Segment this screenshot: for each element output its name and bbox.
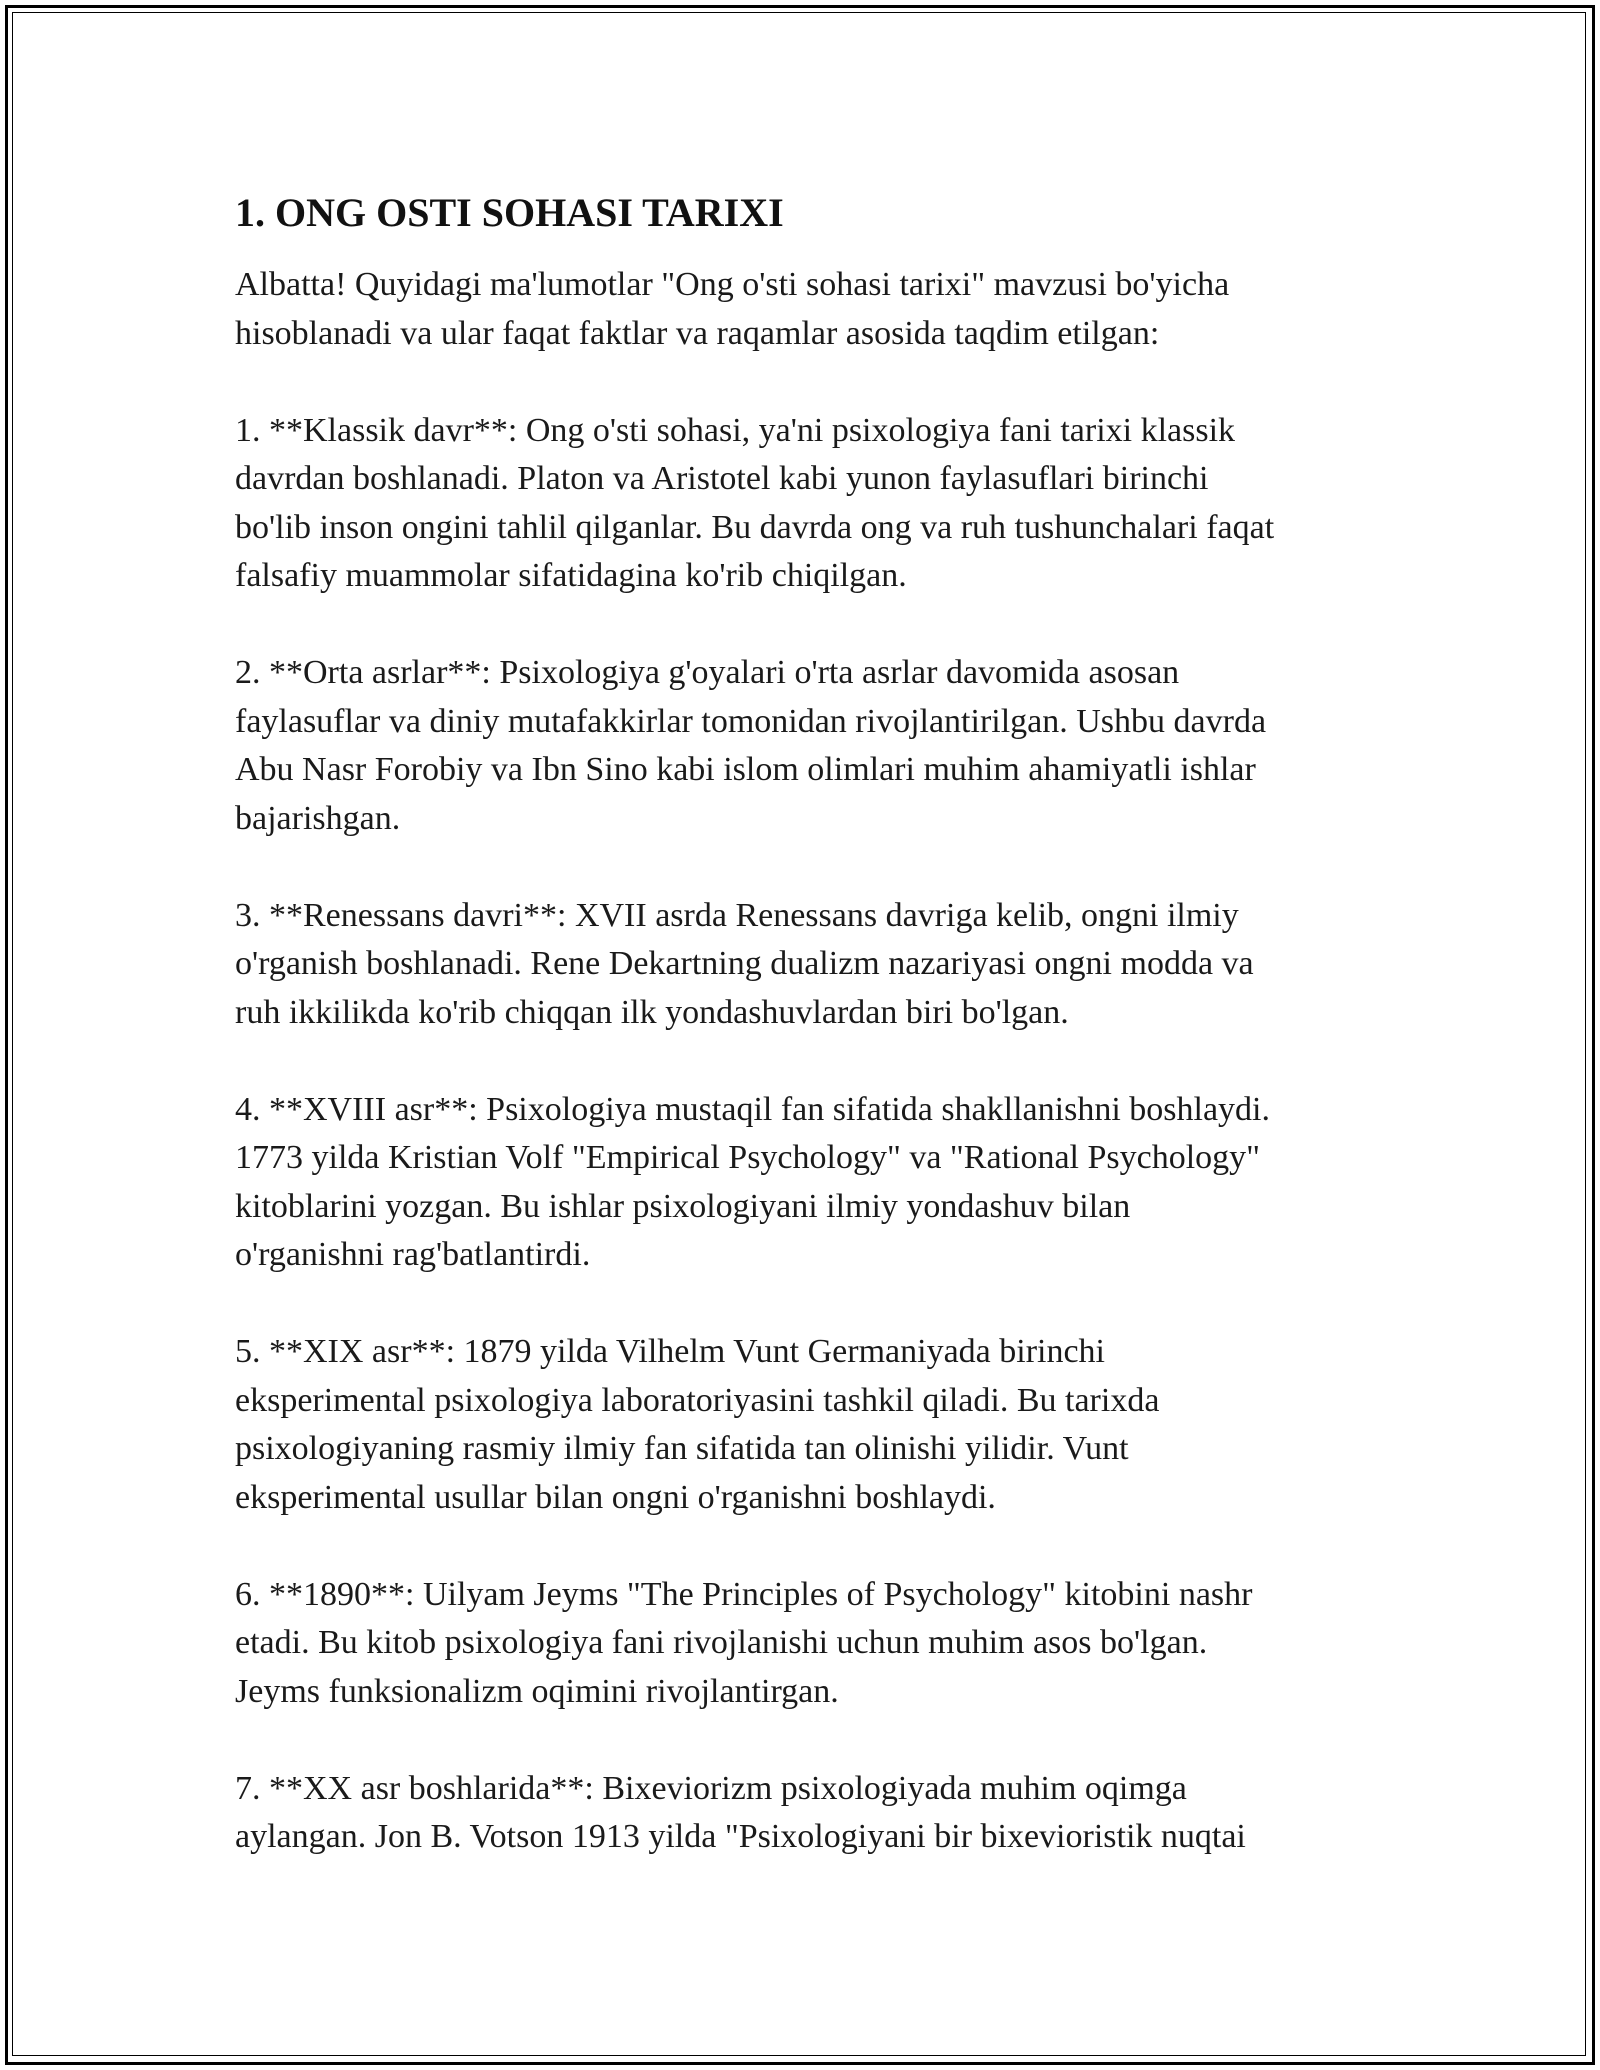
- section-paragraph-6: 6. **1890**: Uilyam Jeyms "The Principles of Psychology" kitobini nashr etadi. Bu kitob psixologiya fani rivojlanishi uchun muhim asos bo'lgan. Jeyms funksionalizm oqimini rivojlantirgan.: [235, 1575, 1253, 1710]
- intro-paragraph: Albatta! Quyidagi ma'lumotlar "Ong o'sti sohasi tarixi" mavzusi bo'yicha hisoblanadi va ular faqat faktlar va raqamlar asosida taqdim etilgan:: [235, 266, 1230, 352]
- section-paragraph-7: 7. **XX asr boshlarida**: Bixeviorizm psixologiyada muhim oqimga aylangan. Jon B. Votson 1913 yilda "Psixologiyani bir bixevioristik nuqtai: [235, 1769, 1246, 1855]
- section-paragraph-2: 2. **Orta asrlar**: Psixologiya g'oyalari o'rta asrlar davomida asosan faylasuflar va diniy mutafakkirlar tomonidan rivojlantirilgan. Ushbu davrda Abu Nasr Forobiy va Ibn Sino kabi islom olimlari muhim ahamiyatli ishlar bajarishgan.: [235, 654, 1267, 837]
- section-paragraph-1: 1. **Klassik davr**: Ong o'sti sohasi, ya'ni psixologiya fani tarixi klassik davrdan boshlanadi. Platon va Aristotel kabi yunon faylasuflari birinchi bo'lib inson ongini tahlil qilganlar. Bu davrda ong va ruh tushunchalari faqat falsafiy muammolar sifatidagina ko'rib chiqilgan.: [235, 411, 1275, 594]
- document-body: [235, 185, 1365, 1862]
- section-paragraph-4: 4. **XVIII asr**: Psixologiya mustaqil fan sifatida shakllanishni boshlaydi. 1773 yilda Kristian Volf "Empirical Psychology" va "Rational Psychology" kitoblarini yozgan. Bu ishlar psixologiyani ilmiy yondashuv bilan o'rganishni rag'batlantirdi.: [235, 1090, 1270, 1273]
- section-paragraph-3: 3. **Renessans davri**: XVII asrda Renessans davriga kelib, ongni ilmiy o'rganish boshlanadi. Rene Dekartning dualizm nazariyasi ongni modda va ruh ikkilikda ko'rib chiqqan ilk yondashuvlardan biri bo'lgan.: [235, 896, 1254, 1031]
- section-paragraph-5: 5. **XIX asr**: 1879 yilda Vilhelm Vunt Germaniyada birinchi eksperimental psixologiya laboratoriyasini tashkil qiladi. Bu tarixda psixologiyaning rasmiy ilmiy fan sifatida tan olinishi yilidir. Vunt eksperimental usullar bilan ongni o'rganishni boshlaydi.: [235, 1333, 1160, 1516]
- document-title: 1. ONG OSTI SOHASI TARIXI: [235, 190, 784, 235]
